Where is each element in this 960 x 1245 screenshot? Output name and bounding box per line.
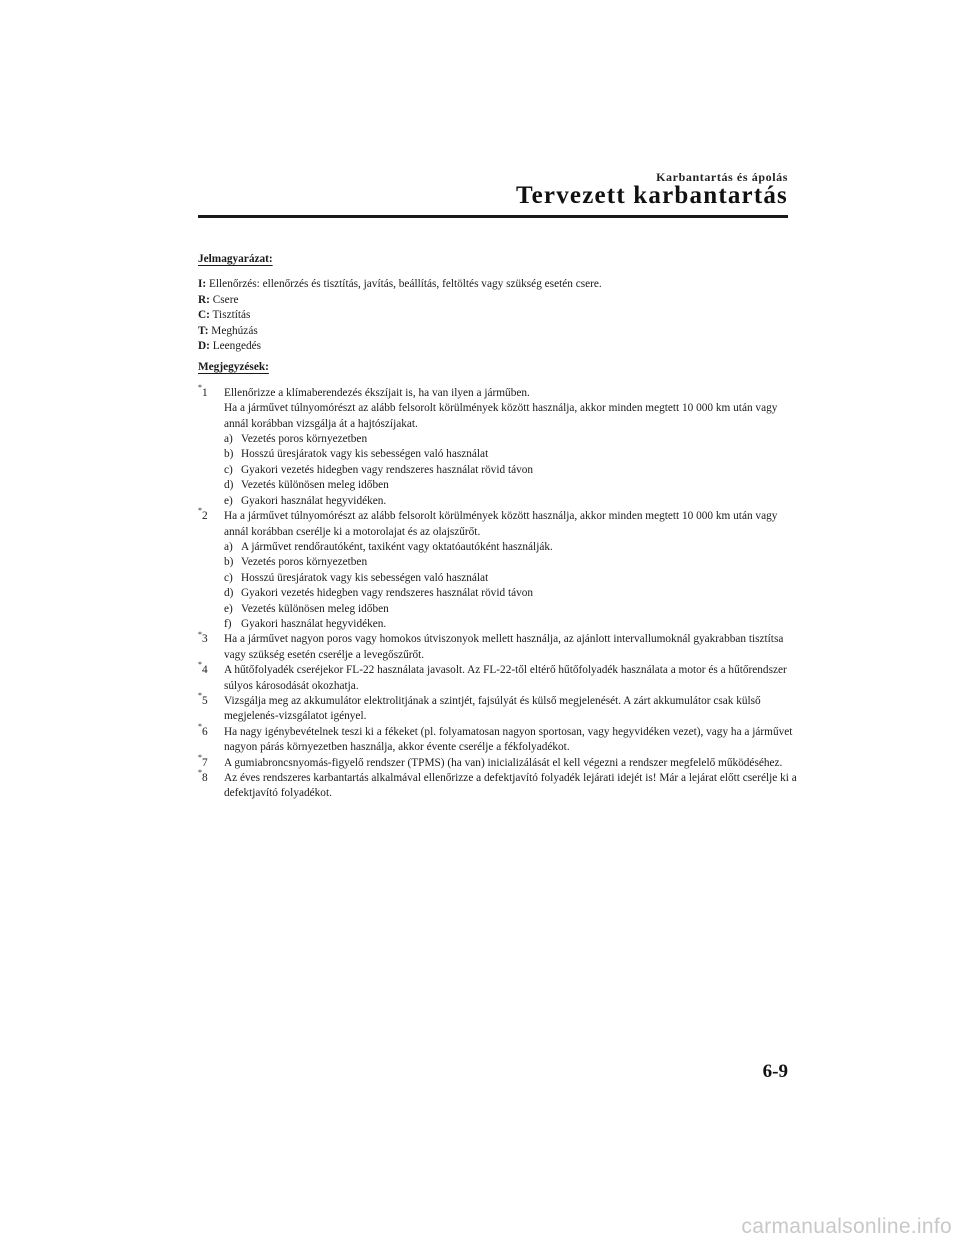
sub-item-letter: d) [224, 587, 234, 600]
sub-item-letter: a) [224, 540, 233, 553]
note-number-text: 8 [202, 772, 208, 784]
legend-code: C: [198, 309, 210, 322]
note-asterisk: * [198, 383, 202, 393]
sub-item-text: Hosszú üresjáratok vagy kis sebességen való használat [241, 571, 489, 584]
note-sub-item [224, 571, 798, 586]
note-sub-item [224, 478, 798, 493]
page-content [198, 252, 798, 802]
sub-item-letter: e) [224, 602, 233, 615]
sub-item-letter: b) [224, 556, 234, 569]
page-title: Tervezett karbantartás [516, 182, 788, 209]
legend-code: T: [198, 324, 209, 337]
legend-code: D: [198, 340, 210, 353]
note-asterisk: * [198, 752, 202, 762]
note-text: Vizsgálja meg az akkumulátor elektrolitjának a szintjét, fajsúlyát és külső megjelenését. A zárt akkumulátor csak külső megjelenés-vizsgálatot igényel. [224, 694, 761, 723]
note-number-text: 3 [202, 633, 208, 646]
sub-item-letter: c) [224, 571, 233, 584]
note-item [198, 629, 798, 663]
sub-item-text: Gyakori vezetés hidegben vagy rendszeres használat rövid távon [241, 463, 534, 476]
note-sub-item [224, 463, 798, 478]
sub-item-text: Gyakori vezetés hidegben vagy rendszeres használat rövid távon [241, 587, 534, 600]
sub-item-text: Vezetés különösen meleg időben [241, 479, 389, 492]
section-subtitle: Karbantartás és ápolás [656, 170, 788, 184]
notes-list [198, 383, 798, 802]
note-text: Ha a járművet túlnyomórészt az alább felsorolt körülmények között használja, akkor minden megtett 10 000 km után vagy annál korábban cserélje ki a motorolajat és az olajszűrőt. [224, 510, 778, 538]
legend-text: Tisztítás [212, 309, 251, 322]
legend-heading: Jelmagyarázat: [198, 253, 273, 265]
note-asterisk: * [198, 768, 202, 778]
note-item [198, 660, 798, 694]
note-text: A hűtőfolyadék cseréjekor FL-22 használata javasolt. Az FL-22-től eltérő hűtőfolyadék használata a motor és a hűtőrendszer súlyos károsodását okozhatja. [224, 664, 787, 692]
legend-item [198, 324, 798, 339]
watermark: carmanualsonline.info [741, 1215, 952, 1238]
sub-item-letter: e) [224, 494, 233, 507]
legend-text: Ellenőrzés: ellenőrzés és tisztítás, javítás, beállítás, feltöltés vagy szükség esetén csere. [209, 278, 602, 291]
note-number-text: 1 [202, 386, 208, 399]
note-item [198, 691, 798, 725]
sub-item-text: Hosszú üresjáratok vagy kis sebességen való használat [241, 448, 489, 461]
note-asterisk: * [198, 722, 202, 732]
legend-code: R: [198, 293, 210, 306]
sub-item-text: A járművet rendőrautóként, taxiként vagy oktatóautóként használják. [241, 540, 553, 553]
legend-code: I: [198, 278, 207, 291]
note-sub-item [224, 617, 798, 632]
legend-item [198, 293, 798, 308]
note-number-text: 4 [202, 664, 208, 677]
legend-text: Csere [212, 293, 239, 306]
note-sub-item [224, 602, 798, 617]
sub-item-text: Gyakori használat hegyvidéken. [241, 494, 387, 507]
sub-item-text: Vezetés poros környezetben [241, 433, 368, 446]
note-sub-item [224, 432, 798, 447]
note-text: Ha nagy igénybevételnek teszi ki a fékeket (pl. folyamatosan nagyon sportosan, vagy hegyvidéken vezet), vagy ha a járművet nagyon párás környezetben használja, akkor évente cserélje a fékfolyadékot. [224, 725, 793, 754]
note-text: A gumiabroncsnyomás-figyelő rendszer (TPMS) (ha van) inicializálását el kell végezni a rendszer megfelelő működéséhez. [224, 756, 783, 769]
legend-text: Meghúzás [211, 324, 258, 337]
note-text-continued: Ha a járművet túlnyomórészt az alább felsorolt körülmények között használja, akkor minden megtett 10 000 km után vagy annál korábban vizsgálja át a hajtószíjakat. [224, 402, 778, 430]
sub-item-letter: d) [224, 479, 234, 492]
note-item [198, 722, 798, 756]
note-sub-item [224, 540, 798, 555]
note-number-text: 2 [202, 510, 208, 523]
note-number [198, 660, 208, 678]
note-number-text: 5 [202, 694, 208, 707]
header-divider [198, 215, 788, 218]
sub-item-letter: c) [224, 463, 233, 476]
note-sub-item [224, 447, 798, 462]
note-asterisk: * [198, 660, 202, 670]
note-number-text: 7 [202, 756, 208, 769]
note-number [198, 691, 208, 709]
legend-list [198, 277, 798, 354]
note-text: Ellenőrizze a klímaberendezés ékszíjait is, ha van ilyen a járműben. [224, 386, 530, 399]
note-item [198, 752, 798, 771]
note-sub-item [224, 586, 798, 601]
sub-item-letter: f) [224, 617, 232, 630]
legend-text: Leengedés [212, 340, 262, 353]
sub-item-text: Gyakori használat hegyvidéken. [241, 617, 387, 630]
legend-item [198, 308, 798, 323]
note-sub-item [224, 555, 798, 570]
sub-item-text: Vezetés különösen meleg időben [241, 602, 389, 615]
note-number [198, 768, 208, 786]
sub-item-letter: b) [224, 448, 234, 461]
note-sub-item [224, 494, 798, 509]
note-number [198, 383, 208, 401]
note-asterisk: * [198, 629, 202, 639]
notes-heading: Megjegyzések: [198, 361, 269, 374]
note-item [198, 383, 798, 509]
note-text: Ha a járművet nagyon poros vagy homokos útviszonyok mellett használja, az ajánlott intervallumoknál gyakrabban tisztítsa vagy szükség esetén cserélje a levegőszűrőt. [224, 633, 784, 661]
page-number: 6-9 [762, 1061, 788, 1082]
legend-item [198, 277, 798, 292]
sub-item-text: Vezetés poros környezetben [241, 556, 368, 569]
sub-item-letter: a) [224, 433, 233, 446]
note-number [198, 722, 208, 740]
note-text: Az éves rendszeres karbantartás alkalmával ellenőrizze a defektjavító folyadék lejárati idejét is! Már a lejárat előtt cserélje ki a defektjavító folyadékot. [224, 772, 797, 800]
note-number [198, 506, 208, 524]
note-item [198, 506, 798, 632]
note-item [198, 768, 798, 802]
note-number [198, 629, 208, 647]
note-asterisk: * [198, 506, 202, 516]
note-number-text: 6 [202, 725, 208, 738]
note-asterisk: * [198, 691, 202, 701]
legend-item [198, 339, 798, 354]
